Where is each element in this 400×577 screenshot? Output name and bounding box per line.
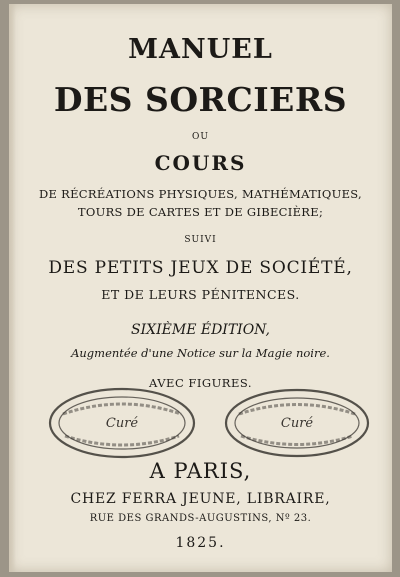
imprint-city: A PARIS,: [149, 459, 252, 483]
imprint-publisher: CHEZ FERRA JEUNE, LIBRAIRE,: [70, 491, 331, 507]
title-penitences: ET DE LEURS PÉNITENCES.: [101, 287, 300, 302]
imprint-address: RUE DES GRANDS-AUGUSTINS, Nº 23.: [89, 513, 312, 524]
title-petits-jeux: DES PETITS JEUX DE SOCIÉTÉ,: [48, 258, 353, 278]
title-des-sorciers: DES SORCIERS: [53, 80, 348, 119]
subtitle-line-2: TOURS DE CARTES ET DE GIBECIÈRE;: [77, 205, 324, 219]
imprint-year: 1825.: [175, 535, 226, 551]
conjunction-ou: OU: [192, 132, 209, 142]
notice-statement: Augmentée d'une Notice sur la Magie noire.: [71, 346, 330, 360]
library-stamp-right: [223, 387, 371, 459]
library-stamp-left: [47, 386, 197, 460]
edition-statement: SIXIÈME ÉDITION,: [131, 322, 270, 338]
title-manuel: MANUEL: [128, 34, 273, 65]
title-cours: COURS: [154, 151, 247, 175]
subtitle-line-1: DE RÉCRÉATIONS PHYSIQUES, MATHÉMATIQUES,: [38, 187, 362, 201]
conjunction-suivi: SUIVI: [184, 235, 217, 245]
stamp-left-text: Curé: [105, 416, 139, 431]
stamp-right-text: Curé: [280, 416, 314, 431]
figures-statement: AVEC FIGURES.: [149, 376, 252, 390]
title-page: [9, 4, 392, 572]
